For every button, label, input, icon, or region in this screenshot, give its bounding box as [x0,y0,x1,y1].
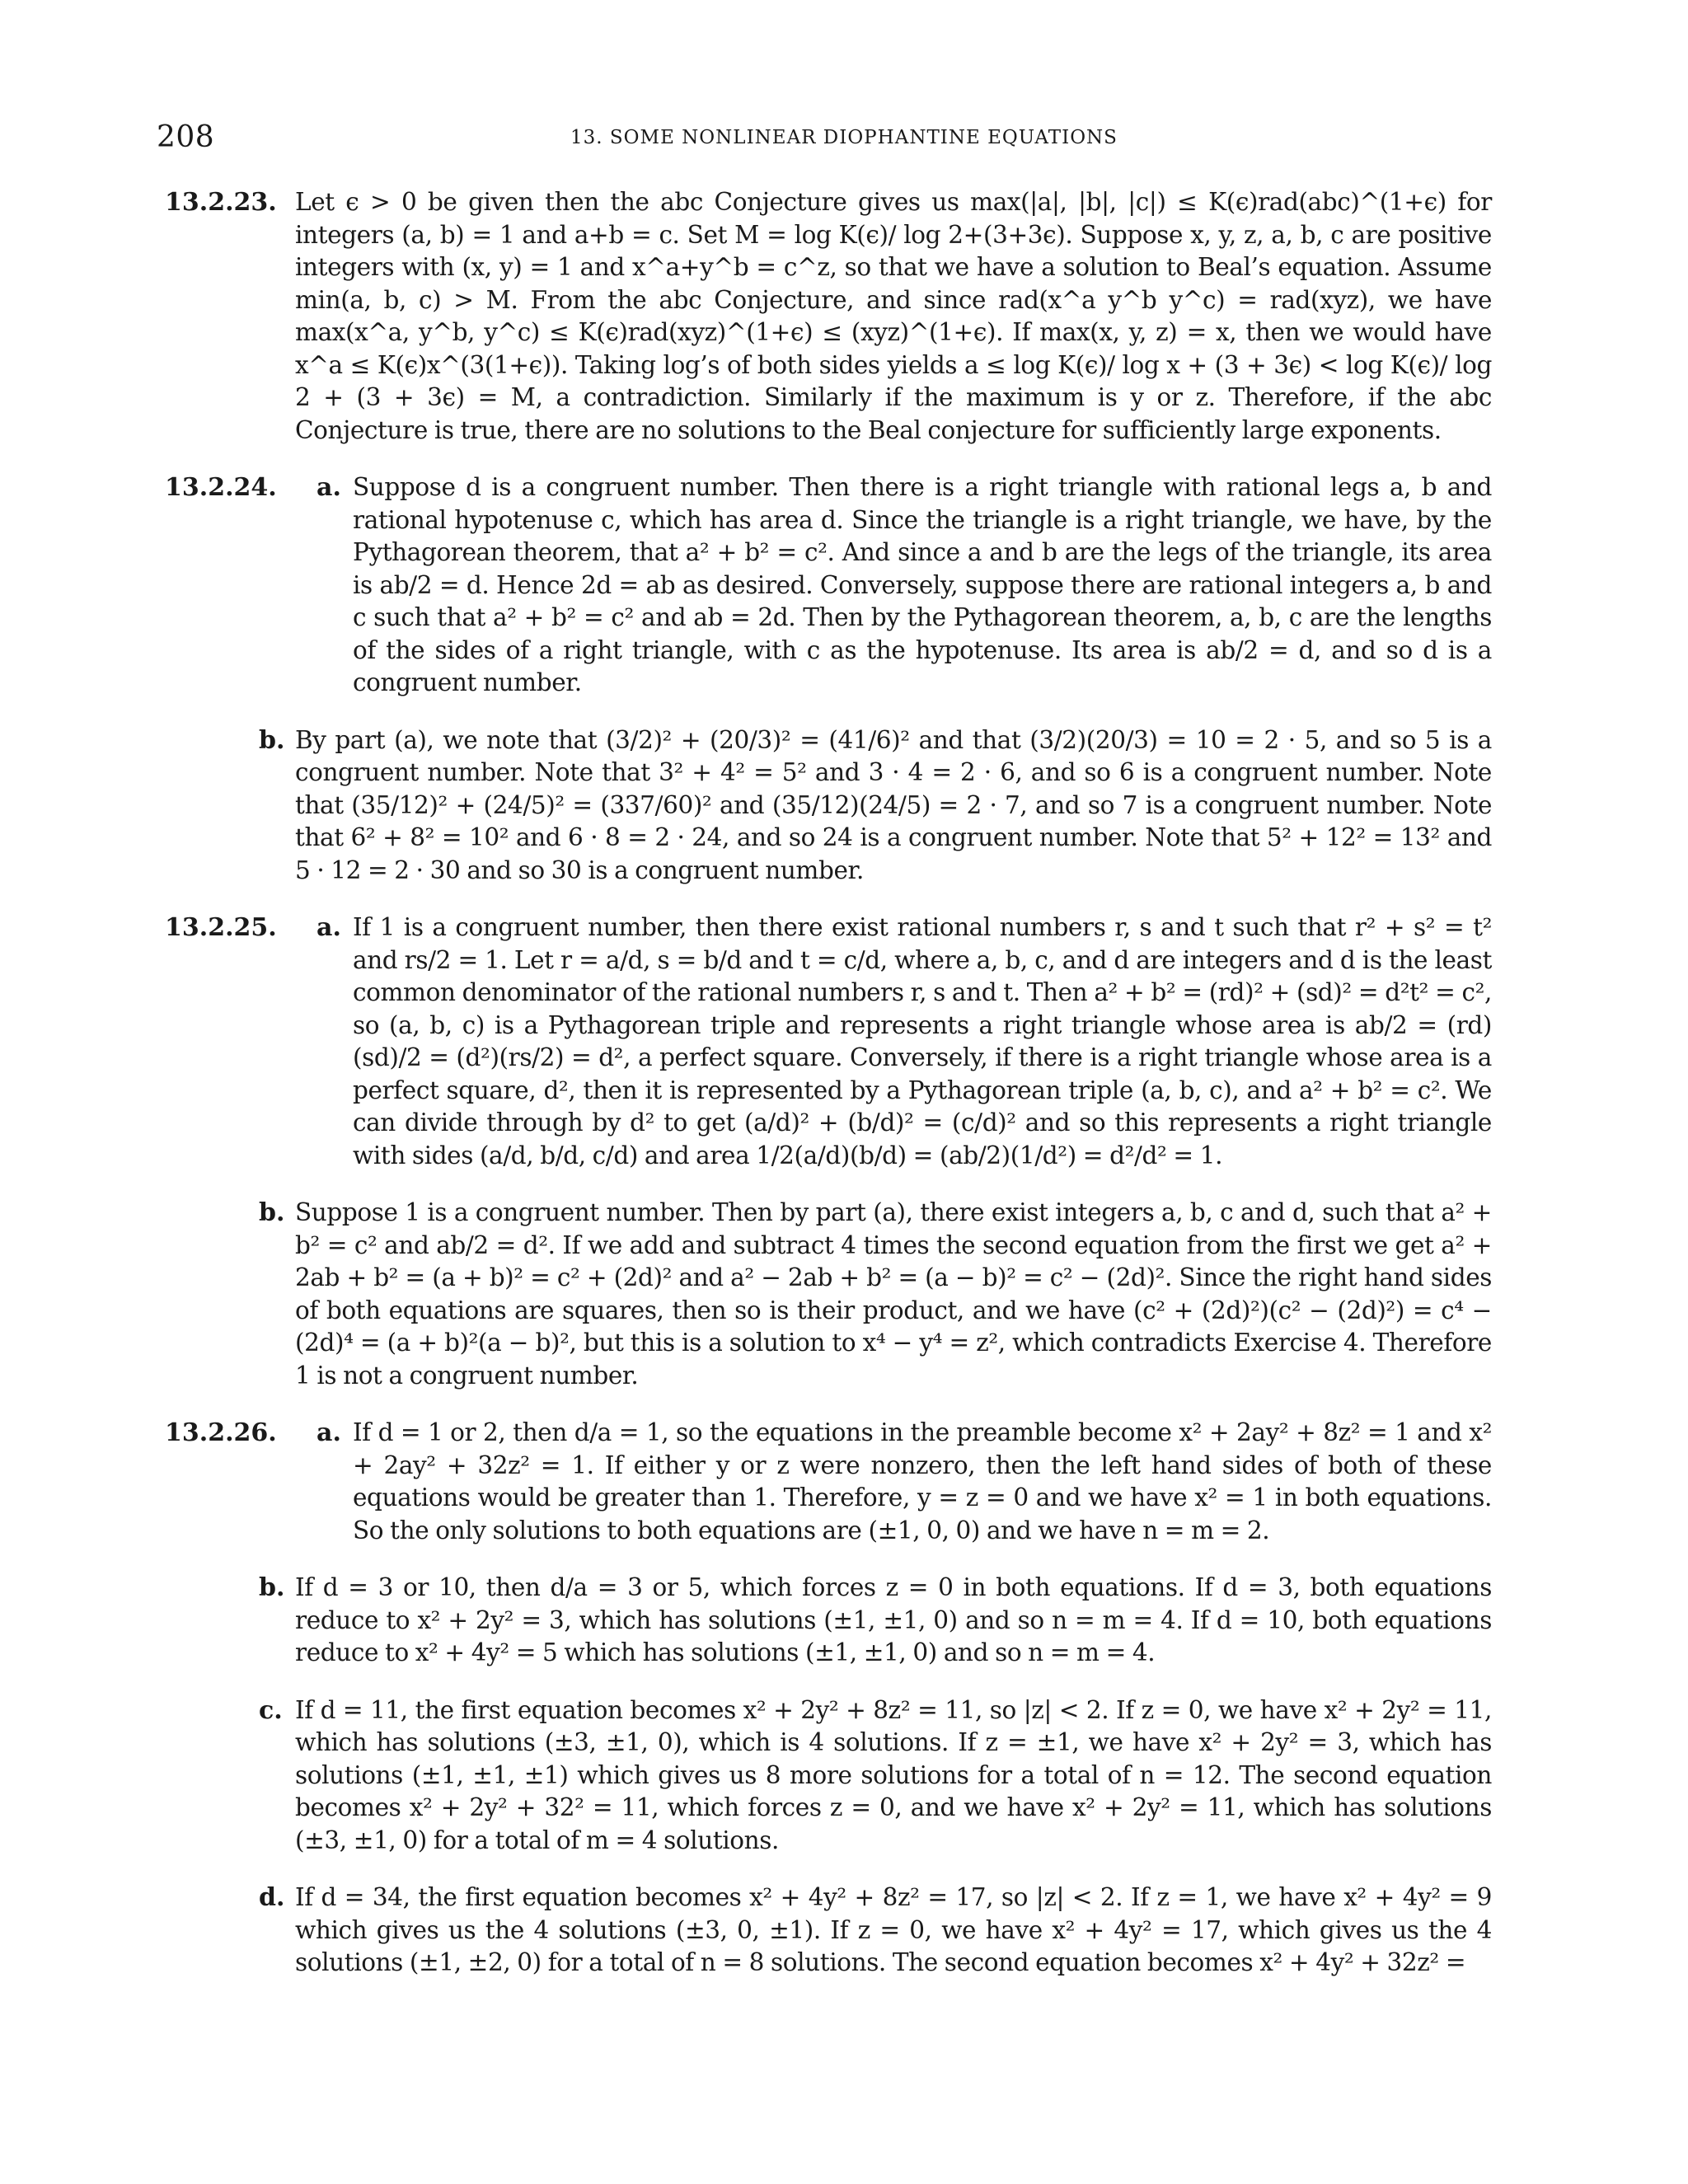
exercise-body [295,186,1492,447]
part-b [259,1197,1492,1392]
solution-text: If d = 1 or 2, then d/a = 1, so the equations in the preamble become x² + 2ay² + 8z² = 1 and x² + 2ay² + 32z² = 1. If either y or z were nonzero, then the left hand sides of both of these equations would be greater than 1. Therefore, y = z = 0 and we have x² = 1 in both equations. So the only solutions to both equations are (±1, 0, 0) and we have n = m = 2. [353,1418,1492,1544]
exercise-body [316,912,1492,1172]
exercise-number: 13.2.24. [165,473,277,502]
exercise-13-2-24 [165,471,1492,700]
page-number: 208 [157,120,215,154]
part-label: c. [259,1695,283,1725]
part-a [316,471,1492,700]
exercise-13-2-26 [165,1417,1492,1547]
solution-text: Suppose d is a congruent number. Then there is a right triangle with rational legs a, b and rational hypotenuse c, which has area d. Since the triangle is a right triangle, we have, by the Pythagorean theorem, that a² + b² = c². And since a and b are the legs of the triangle, its area is ab/2 = d. Hence 2d = ab as desired. Conversely, suppose there are rational integers a, b and c such that a² + b² = c² and ab = 2d. Then by the Pythagorean theorem, a, b, c are the lengths of the sides of a right triangle, with c as the hypotenuse. Its area is ab/2 = d, and so d is a congruent number. [353,473,1492,696]
part-label: b. [259,1573,285,1602]
part-label: d. [259,1883,285,1912]
exercise-number: 13.2.25. [165,913,277,942]
solution-text: Let ϵ > 0 be given then the abc Conjecture gives us max(|a|, |b|, |c|) ≤ K(ϵ)rad(abc)^(1+ϵ) for integers (a, b) = 1 and a+b = c. Set M = log K(ϵ)/ log 2+(3+3ϵ). Suppose x, y, z, a, b, c are positive integers with (x, y) = 1 and x^a+y^b = c^z, so that we have a solution to Beal’s equation. Assume min(a, b, c) > M. From the abc Conjecture, and since rad(x^a y^b y^c) = rad(xyz), we have max(x^a, y^b, y^c) ≤ K(ϵ)rad(xyz)^(1+ϵ) ≤ (xyz)^(1+ϵ). If max(x, y, z) = x, then we would have x^a ≤ K(ϵ)x^(3(1+ϵ)). Taking log’s of both sides yields a ≤ log K(ϵ)/ log x + (3 + 3ϵ) < log K(ϵ)/ log 2 + (3 + 3ϵ) = M, a contradiction. Similarly if the maximum is y or z. Therefore, if the abc Conjecture is true, there are no solutions to the Beal conjecture for sufficiently large exponents. [295,188,1492,444]
part-label: b. [259,725,285,755]
part-label: a. [316,473,341,502]
exercise-body [316,471,1492,700]
exercise-13-2-23 [165,186,1492,447]
part-label: b. [259,1198,285,1227]
exercise-number: 13.2.26. [165,1418,277,1447]
exercise-13-2-25-continued [165,1197,1492,1392]
exercise-13-2-25 [165,912,1492,1172]
exercise-body [316,1417,1492,1547]
exercise-number: 13.2.23. [165,188,277,217]
part-a [316,912,1492,1172]
part-b [259,1572,1492,1670]
part-label: a. [316,913,341,942]
part-d [259,1882,1492,1980]
exercise-13-2-26-continued [165,1572,1492,1980]
part-c [259,1694,1492,1858]
solution-text: If d = 3 or 10, then d/a = 3 or 5, which forces z = 0 in both equations. If d = 3, both equations reduce to x² + 2y² = 3, which has solutions (±1, ±1, 0) and so n = m = 4. If d = 10, both equations reduce to x² + 4y² = 5 which has solutions (±1, ±1, 0) and so n = m = 4. [295,1573,1492,1666]
solution-text: If d = 11, the first equation becomes x² + 2y² + 8z² = 11, so |z| < 2. If z = 0, we have x² + 2y² = 11, which has solutions (±3, ±1, 0), which is 4 solutions. If z = ±1, we have x² + 2y² = 3, which has solutions (±1, ±1, ±1) which gives us 8 more solutions for a total of n = 12. The second equation becomes x² + 2y² + 32² = 11, which forces z = 0, and we have x² + 2y² = 11, which has solutions (±3, ±1, 0) for a total of m = 4 solutions. [295,1695,1492,1854]
exercise-13-2-24-continued [165,724,1492,888]
part-a [316,1417,1492,1547]
running-head: 13. SOME NONLINEAR DIOPHANTINE EQUATIONS [570,127,1118,148]
solution-text: If 1 is a congruent number, then there exist rational numbers r, s and t such that r² + s² = t² and rs/2 = 1. Let r = a/d, s = b/d and t = c/d, where a, b, c, and d are integers and d is the least common denominator of the rational numbers r, s and t. Then a² + b² = (rd)² + (sd)² = d²t² = c², so (a, b, c) is a Pythagorean triple and represents a right triangle whose area is ab/2 = (rd)(sd)/2 = (d²)(rs/2) = d², a perfect square. Conversely, if there is a right triangle whose area is a perfect square, d², then it is represented by a Pythagorean triple (a, b, c), and a² + b² = c². We can divide through by d² to get (a/d)² + (b/d)² = (c/d)² and so this represents a right triangle with sides (a/d, b/d, c/d) and area 1/2(a/d)(b/d) = (ab/2)(1/d²) = d²/d² = 1. [353,913,1492,1169]
page-content [165,186,1492,1980]
solution-text: If d = 34, the first equation becomes x² + 4y² + 8z² = 17, so |z| < 2. If z = 1, we have x² + 4y² = 9 which gives us the 4 solutions (±3, 0, ±1). If z = 0, we have x² + 4y² = 17, which gives us the 4 solutions (±1, ±2, 0) for a total of n = 8 solutions. The second equation becomes x² + 4y² + 32z² = [295,1883,1492,1976]
solution-text: By part (a), we note that (3/2)² + (20/3)² = (41/6)² and that (3/2)(20/3) = 10 = 2 · 5, and so 5 is a congruent number. Note that 3² + 4² = 5² and 3 · 4 = 2 · 6, and so 6 is a congruent number. Note that (35/12)² + (24/5)² = (337/60)² and (35/12)(24/5) = 2 · 7, and so 7 is a congruent number. Note that 6² + 8² = 10² and 6 · 8 = 2 · 24, and so 24 is a congruent number. Note that 5² + 12² = 13² and 5 · 12 = 2 · 30 and so 30 is a congruent number. [295,725,1492,884]
solution-text: Suppose 1 is a congruent number. Then by part (a), there exist integers a, b, c and d, such that a² + b² = c² and ab/2 = d². If we add and subtract 4 times the second equation from the first we get a² + 2ab + b² = (a + b)² = c² + (2d)² and a² − 2ab + b² = (a − b)² = c² − (2d)². Since the right hand sides of both equations are squares, then so is their product, and we have (c² + (2d)²)(c² − (2d)²) = c⁴ − (2d)⁴ = (a + b)²(a − b)², but this is a solution to x⁴ − y⁴ = z², which contradicts Exercise 4. Therefore 1 is not a congruent number. [295,1198,1492,1390]
part-label: a. [316,1418,341,1447]
part-b [259,724,1492,888]
